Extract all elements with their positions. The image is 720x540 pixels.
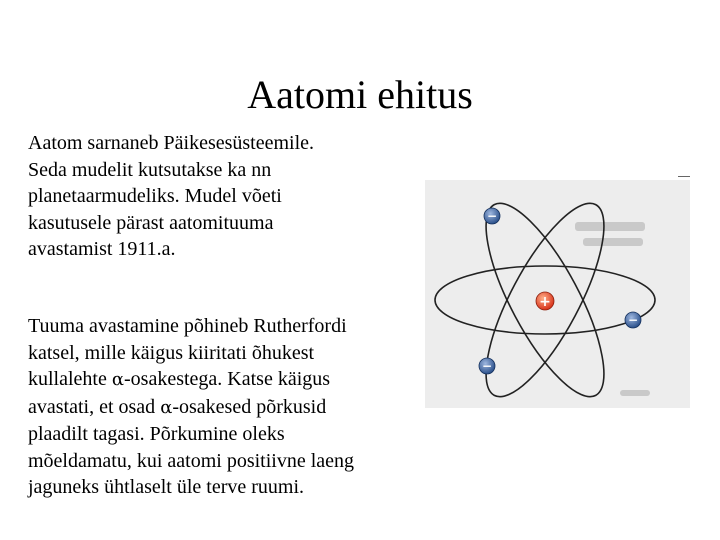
- alpha-symbol: α: [160, 396, 173, 418]
- electron-icon: [625, 312, 641, 328]
- electron-sign: −: [627, 313, 639, 327]
- text-line: kasutusele pärast aatomituuma: [28, 211, 274, 234]
- text-segment: -osakestega. Katse käigus: [124, 368, 331, 390]
- nucleus-sign: +: [539, 294, 551, 310]
- intro-paragraph: [28, 130, 428, 263]
- text-line: avastamist 1911.a.: [28, 238, 176, 260]
- electron-icon: [484, 208, 500, 224]
- text-line: [28, 366, 428, 394]
- nucleus-icon: [536, 292, 554, 310]
- text-line: plaadilt tagasi. Põrkumine oleks: [28, 423, 285, 445]
- atom-model-figure: [425, 180, 690, 408]
- text-line: katsel, mille käigus kiiritati õhukest: [28, 341, 315, 364]
- slide-title: Aatomi ehitus: [247, 72, 473, 117]
- text-line: jaguneks ühtlaselt üle terve ruumi.: [28, 476, 305, 498]
- text-line: Seda mudelit kutsutakse ka nn: [28, 158, 272, 181]
- text-line: Aatom sarnaneb Päikesesüsteemile.: [28, 132, 315, 154]
- text-line: planetaarmudeliks. Mudel võeti: [28, 185, 282, 207]
- rutherford-paragraph: [28, 313, 428, 501]
- electron-icon: [479, 358, 495, 374]
- text-line: Tuuma avastamine põhineb Rutherfordi: [28, 315, 347, 337]
- atom-diagram: [425, 180, 690, 408]
- text-line: mõeldamatu, kui aatomi positiivne laeng: [28, 449, 355, 472]
- text-segment: kullalehte: [28, 368, 112, 390]
- alpha-symbol: α: [111, 369, 125, 390]
- text-segment: -osakesed põrkusid: [172, 395, 327, 418]
- electron-sign: −: [486, 209, 498, 223]
- electron-sign: −: [481, 359, 493, 373]
- text-segment: avastati, et osad: [28, 395, 161, 418]
- text-line: [28, 394, 428, 422]
- edge-mark: [678, 176, 690, 177]
